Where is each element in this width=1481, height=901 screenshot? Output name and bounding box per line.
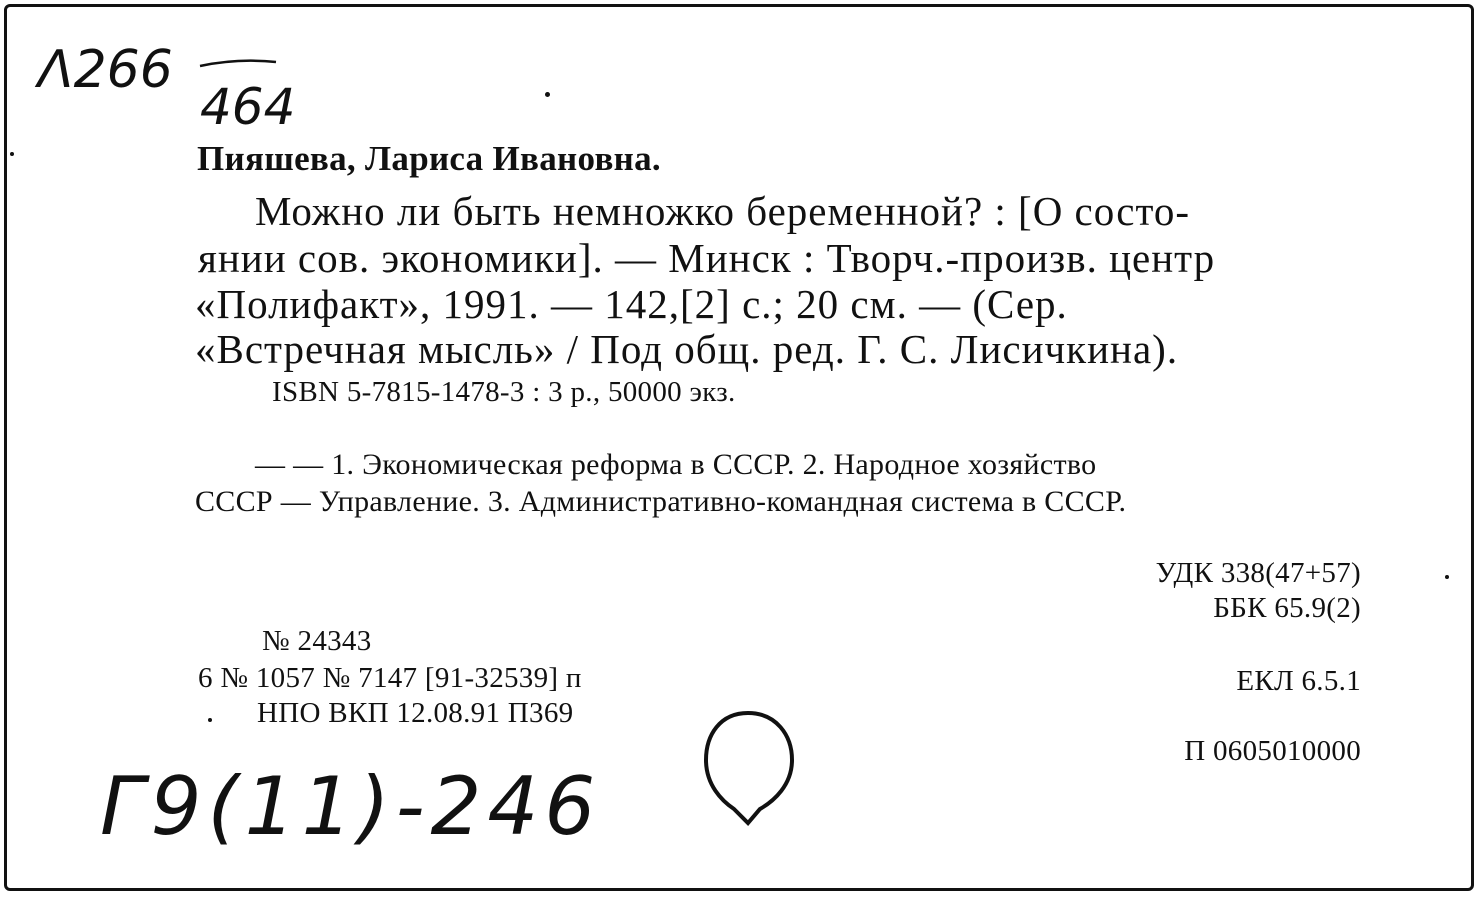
title-line-3: «Полифакт», 1991. — 142,[2] с.; 20 см. — (Сер. (195, 281, 1068, 327)
handwritten-number-top: 464 (200, 78, 296, 136)
npo-line: НПО ВКП 12.08.91 П369 (257, 697, 574, 729)
handwritten-fraction-line (198, 56, 278, 70)
title-line-2: янии сов. экономики]. — Минск : Творч.-произв. центр (198, 235, 1216, 281)
p-code: П 0605010000 (1184, 735, 1361, 767)
ink-speck (545, 92, 550, 97)
author-heading: Пияшева, Лариса Ивановна. (197, 139, 661, 178)
ink-speck (10, 152, 14, 156)
subjects-line-2: СССР — Управление. 3. Административно-командная система в СССР. (195, 485, 1127, 518)
subjects-line-1: — — 1. Экономическая реформа в СССР. 2. Народное хозяйство (255, 448, 1097, 481)
card-number: № 24343 (262, 625, 372, 657)
title-line-1: Можно ли быть немножко беременной? : [О состо- (255, 188, 1191, 234)
ekl-code: ЕКЛ 6.5.1 (1236, 665, 1361, 697)
order-line: 6 № 1057 № 7147 [91-32539] п (198, 662, 582, 694)
bbk-code: ББК 65.9(2) (1213, 592, 1361, 624)
isbn-line: ISBN 5-7815-1478-3 : 3 р., 50000 экз. (272, 376, 736, 408)
ink-speck (208, 718, 212, 722)
ink-speck (1445, 575, 1449, 579)
title-line-4: «Встречная мысль» / Под общ. ред. Г. С. Лисичкина). (195, 326, 1179, 372)
handwritten-code-bottom: Г9(11)-246 (100, 760, 602, 853)
handwritten-code-top: Λ266 (38, 40, 173, 100)
udk-code: УДК 338(47+57) (1155, 557, 1361, 589)
punch-hole-mark (700, 705, 800, 830)
